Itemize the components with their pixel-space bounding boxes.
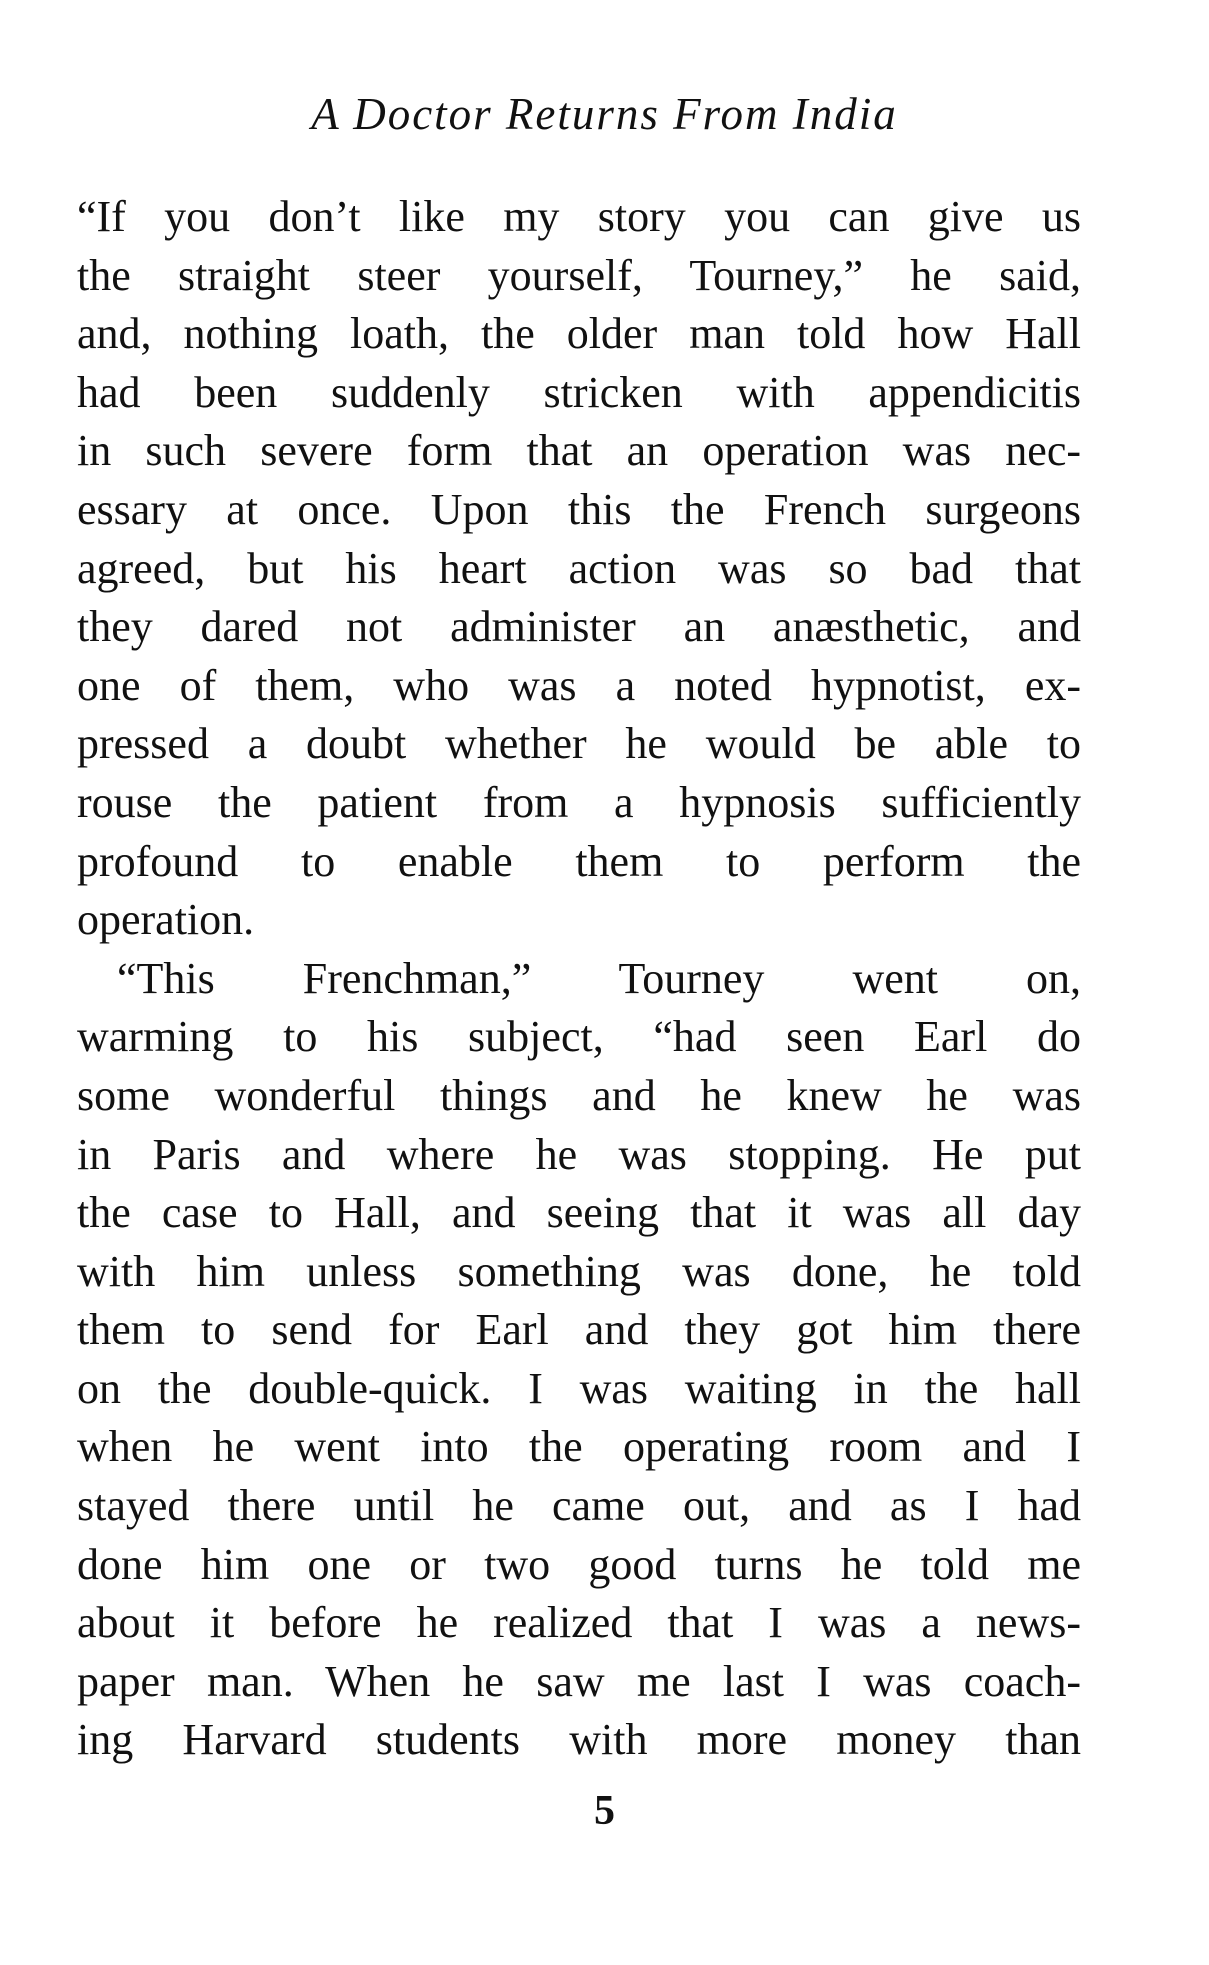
text-line: pressed a doubt whether he would be able to: [77, 719, 1081, 769]
text-line: warming to his subject, “had seen Earl do: [77, 1012, 1081, 1062]
text-line: some wonderful things and he knew he was: [77, 1070, 1081, 1120]
text-line: agreed, but his heart action was so bad that: [77, 543, 1081, 593]
text-line: about it before he realized that I was a news-: [77, 1598, 1081, 1648]
body-text: [77, 188, 1081, 1770]
paragraph-1: [77, 188, 1081, 950]
text-line: in such severe form that an operation was nec-: [77, 426, 1081, 476]
text-line: the case to Hall, and seeing that it was all day: [77, 1188, 1081, 1238]
text-line: stayed there until he came out, and as I had: [77, 1481, 1081, 1531]
text-line: paper man. When he saw me last I was coach-: [77, 1656, 1081, 1706]
paragraph-2: [77, 950, 1081, 1770]
text-line: essary at once. Upon this the French surgeons: [77, 484, 1081, 534]
text-line: in Paris and where he was stopping. He put: [77, 1129, 1081, 1179]
text-line: had been suddenly stricken with appendicitis: [77, 367, 1081, 417]
page-number: 5: [594, 1788, 615, 1834]
text-line: them to send for Earl and they got him there: [77, 1305, 1081, 1355]
text-line: “If you don’t like my story you can give us: [77, 192, 1081, 241]
text-line: ing Harvard students with more money than: [77, 1715, 1081, 1765]
text-line: and, nothing loath, the older man told how Hall: [77, 309, 1081, 359]
text-line: one of them, who was a noted hypnotist, ex-: [77, 660, 1081, 710]
text-line: rouse the patient from a hypnosis sufficiently: [77, 777, 1081, 827]
text-line: “This Frenchman,” Tourney went on,: [117, 953, 1081, 1003]
text-line: when he went into the operating room and I: [77, 1422, 1081, 1472]
text-line: with him unless something was done, he told: [77, 1246, 1081, 1296]
running-head: A Doctor Returns From India: [311, 89, 898, 139]
text-line: on the double-quick. I was waiting in the hall: [77, 1363, 1081, 1413]
text-line: operation.: [77, 895, 255, 945]
text-line: they dared not administer an anæsthetic, and: [77, 602, 1081, 652]
text-line: the straight steer yourself, Tourney,” he said,: [77, 250, 1081, 300]
text-line: done him one or two good turns he told me: [77, 1539, 1081, 1589]
text-line: profound to enable them to perform the: [77, 836, 1081, 886]
